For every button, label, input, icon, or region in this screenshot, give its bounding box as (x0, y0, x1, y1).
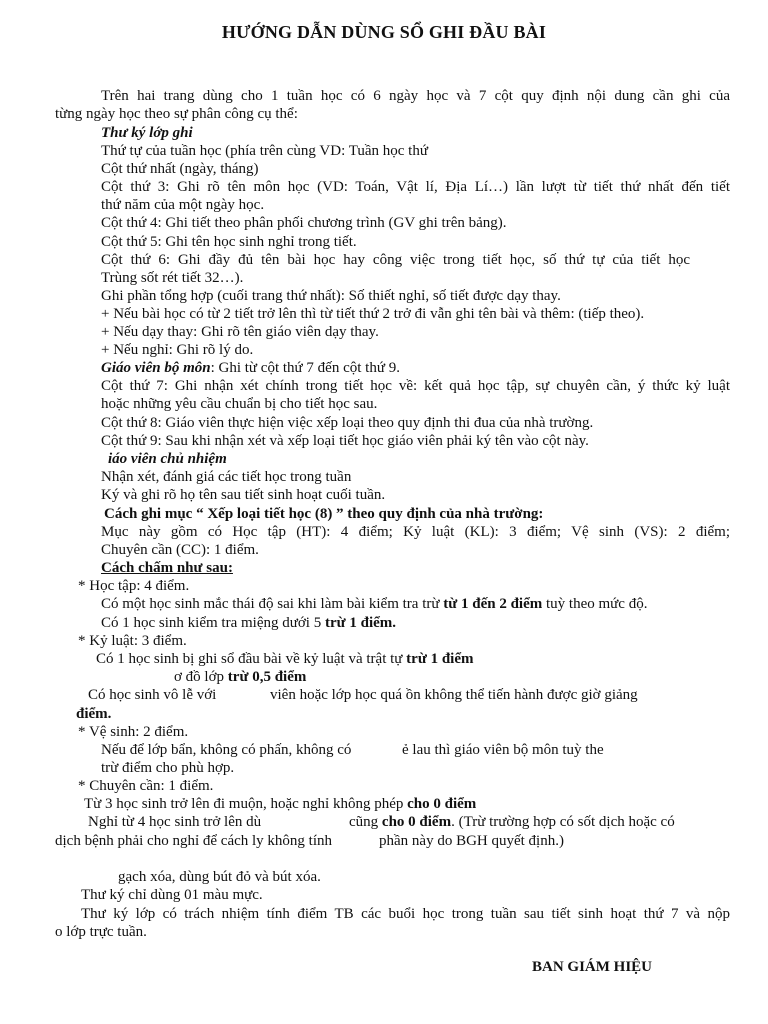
rating-line: Chuyên cần (CC): 1 điểm. (101, 542, 259, 558)
scoring-diligence-line (349, 813, 675, 831)
homeroom-heading: iáo viên chủ nhiệm (108, 451, 227, 467)
scoring-text: . (Trừ trường hợp có sốt dịch hoặc có (451, 814, 675, 830)
note-line: Thư ký chỉ dùng 01 màu mực. (81, 887, 263, 903)
homeroom-line: Nhận xét, đánh giá các tiết học trong tuần (101, 469, 352, 485)
scoring-text: cũng (349, 814, 382, 830)
scoring-bold: cho 0 điểm (407, 796, 477, 812)
secretary-line: Ghi phần tổng hợp (cuối trang thứ nhất): Số thiết nghỉ, số tiết được dạy thay. (101, 288, 561, 304)
scoring-diligence-line: phần này do BGH quyết định.) (379, 833, 564, 849)
scoring-bold: trừ 1 điểm (406, 651, 474, 667)
scoring-discipline: * Kỷ luật: 3 điểm. (78, 633, 187, 649)
scoring-diligence-line (84, 795, 476, 813)
signature: BAN GIÁM HIỆU (532, 959, 653, 975)
subject-teacher-heading-rest: : Ghi từ cột thứ 7 đến cột thứ 9. (210, 360, 400, 376)
page-title: HƯỚNG DẪN DÙNG SỔ GHI ĐẦU BÀI (221, 22, 547, 42)
homeroom-line: Ký và ghi rõ họ tên sau tiết sinh hoạt cuối tuần. (101, 487, 386, 503)
subject-teacher-heading: Giáo viên bộ môn (101, 360, 211, 376)
subject-teacher-line: hoặc những yêu cầu chuẩn bị cho tiết học sau. (101, 396, 378, 412)
scoring-study-line (101, 614, 396, 632)
secretary-line: + Nếu dạy thay: Ghi rõ tên giáo viên dạy thay. (101, 324, 379, 340)
scoring-diligence-line: Nghỉ từ 4 học sinh trở lên dù (88, 814, 262, 830)
scoring-bold: trừ 1 điểm. (324, 615, 397, 631)
scoring-discipline-line: viên hoặc lớp học quá ồn không thể tiến hành được giờ giảng (270, 687, 638, 703)
scoring-bold: trừ 0,5 điểm (227, 669, 307, 685)
scoring-hygiene-line: Nếu để lớp bẩn, không có phấn, không có (101, 742, 352, 758)
scoring-text: Có 1 học sinh kiểm tra miệng dưới 5 (101, 615, 325, 631)
note-line: o lớp trực tuần. (55, 924, 147, 940)
scoring-discipline-line: Có học sinh vô lễ với (88, 687, 217, 703)
intro-line-1: Trên hai trang dùng cho 1 tuần học có 6 ngày học và 7 cột quy định nội dung cần ghi của (101, 88, 730, 104)
secretary-line: thứ năm của một ngày học. (101, 197, 265, 213)
secretary-line: Cột thứ 6: Ghi đầy đủ tên bài học hay công việc trong tiết học, số thứ tự của tiết học (101, 252, 690, 268)
secretary-line: Trùng sốt rét tiết 32…). (101, 270, 244, 286)
scoring-text: tuỳ theo mức độ. (542, 596, 648, 612)
scoring-heading: Cách chấm như sau: (101, 560, 233, 576)
note-line: gạch xóa, dùng bút đỏ và bút xóa. (118, 869, 321, 885)
secretary-line: + Nếu bài học có từ 2 tiết trở lên thì từ tiết thứ 2 trở đi vẫn ghi tên bài và thêm: (tiếp theo). (101, 306, 645, 322)
subject-teacher-line: Cột thứ 9: Sau khi nhận xét và xếp loại tiết học giáo viên phải ký tên vào cột này. (101, 433, 589, 449)
scoring-bold: cho 0 điểm (381, 814, 452, 830)
scoring-discipline-line (174, 668, 306, 686)
scoring-hygiene-line: trừ điểm cho phù hợp. (101, 760, 235, 776)
scoring-bold: từ 1 đến 2 điểm (443, 596, 543, 612)
subject-teacher-line: Cột thứ 7: Ghi nhận xét chính trong tiết học về: kết quả học tập, sự chuyên cần, ý thức kỷ luật (101, 378, 730, 394)
subject-teacher-heading-line (101, 359, 400, 377)
rating-heading: Cách ghi mục “ Xếp loại tiết học (8) ” theo quy định của nhà trường: (104, 506, 544, 522)
scoring-diligence-line: dịch bệnh phải cho nghỉ để cách ly không tính (55, 833, 333, 849)
secretary-line: Cột thứ 4: Ghi tiết theo phân phối chương trình (GV ghi trên bảng). (101, 215, 507, 231)
subject-teacher-line: Cột thứ 8: Giáo viên thực hiện việc xếp loại theo quy định thi đua của nhà trường. (101, 415, 594, 431)
note-line: Thư ký lớp có trách nhiệm tính điểm TB các buổi học trong tuần sau tiết sinh hoạt thứ 7 và nộp (81, 906, 730, 922)
secretary-line: + Nếu nghỉ: Ghi rõ lý do. (101, 342, 254, 358)
scoring-text: Có một học sinh mắc thái độ sai khi làm bài kiểm tra trừ (101, 596, 444, 612)
intro-line-2: từng ngày học theo sự phân công cụ thể: (55, 106, 298, 122)
scoring-text: ơ đồ lớp (174, 669, 228, 685)
secretary-line: Cột thứ 5: Ghi tên học sinh nghỉ trong tiết. (101, 234, 357, 250)
scoring-hygiene: * Vệ sinh: 2 điểm. (78, 724, 189, 740)
scoring-text: Có 1 học sinh bị ghi sổ đầu bài về kỷ luật và trật tự (96, 651, 407, 667)
secretary-line: Thứ tự của tuần học (phía trên cùng VD: Tuần học thứ (101, 143, 428, 159)
scoring-discipline-line (96, 650, 474, 668)
scoring-hygiene-line: ẻ lau thì giáo viên bộ môn tuỳ the (402, 742, 604, 758)
scoring-diligence: * Chuyên cần: 1 điểm. (78, 778, 214, 794)
secretary-line: Cột thứ 3: Ghi rõ tên môn học (VD: Toán, Vật lí, Địa Lí…) lần lượt từ tiết thứ nhất đến tiết (101, 179, 730, 195)
secretary-heading: Thư ký lớp ghi (101, 125, 193, 141)
scoring-study-line (101, 595, 647, 613)
scoring-discipline-line: điểm. (76, 706, 112, 722)
scoring-text: Từ 3 học sinh trở lên đi muộn, hoặc nghỉ không phép (84, 796, 408, 812)
secretary-line: Cột thứ nhất (ngày, tháng) (101, 161, 259, 177)
rating-line: Mục này gồm có Học tập (HT): 4 điểm; Kỷ luật (KL): 3 điểm; Vệ sinh (VS): 2 điểm; (101, 524, 730, 540)
scoring-study: * Học tập: 4 điểm. (78, 578, 190, 594)
